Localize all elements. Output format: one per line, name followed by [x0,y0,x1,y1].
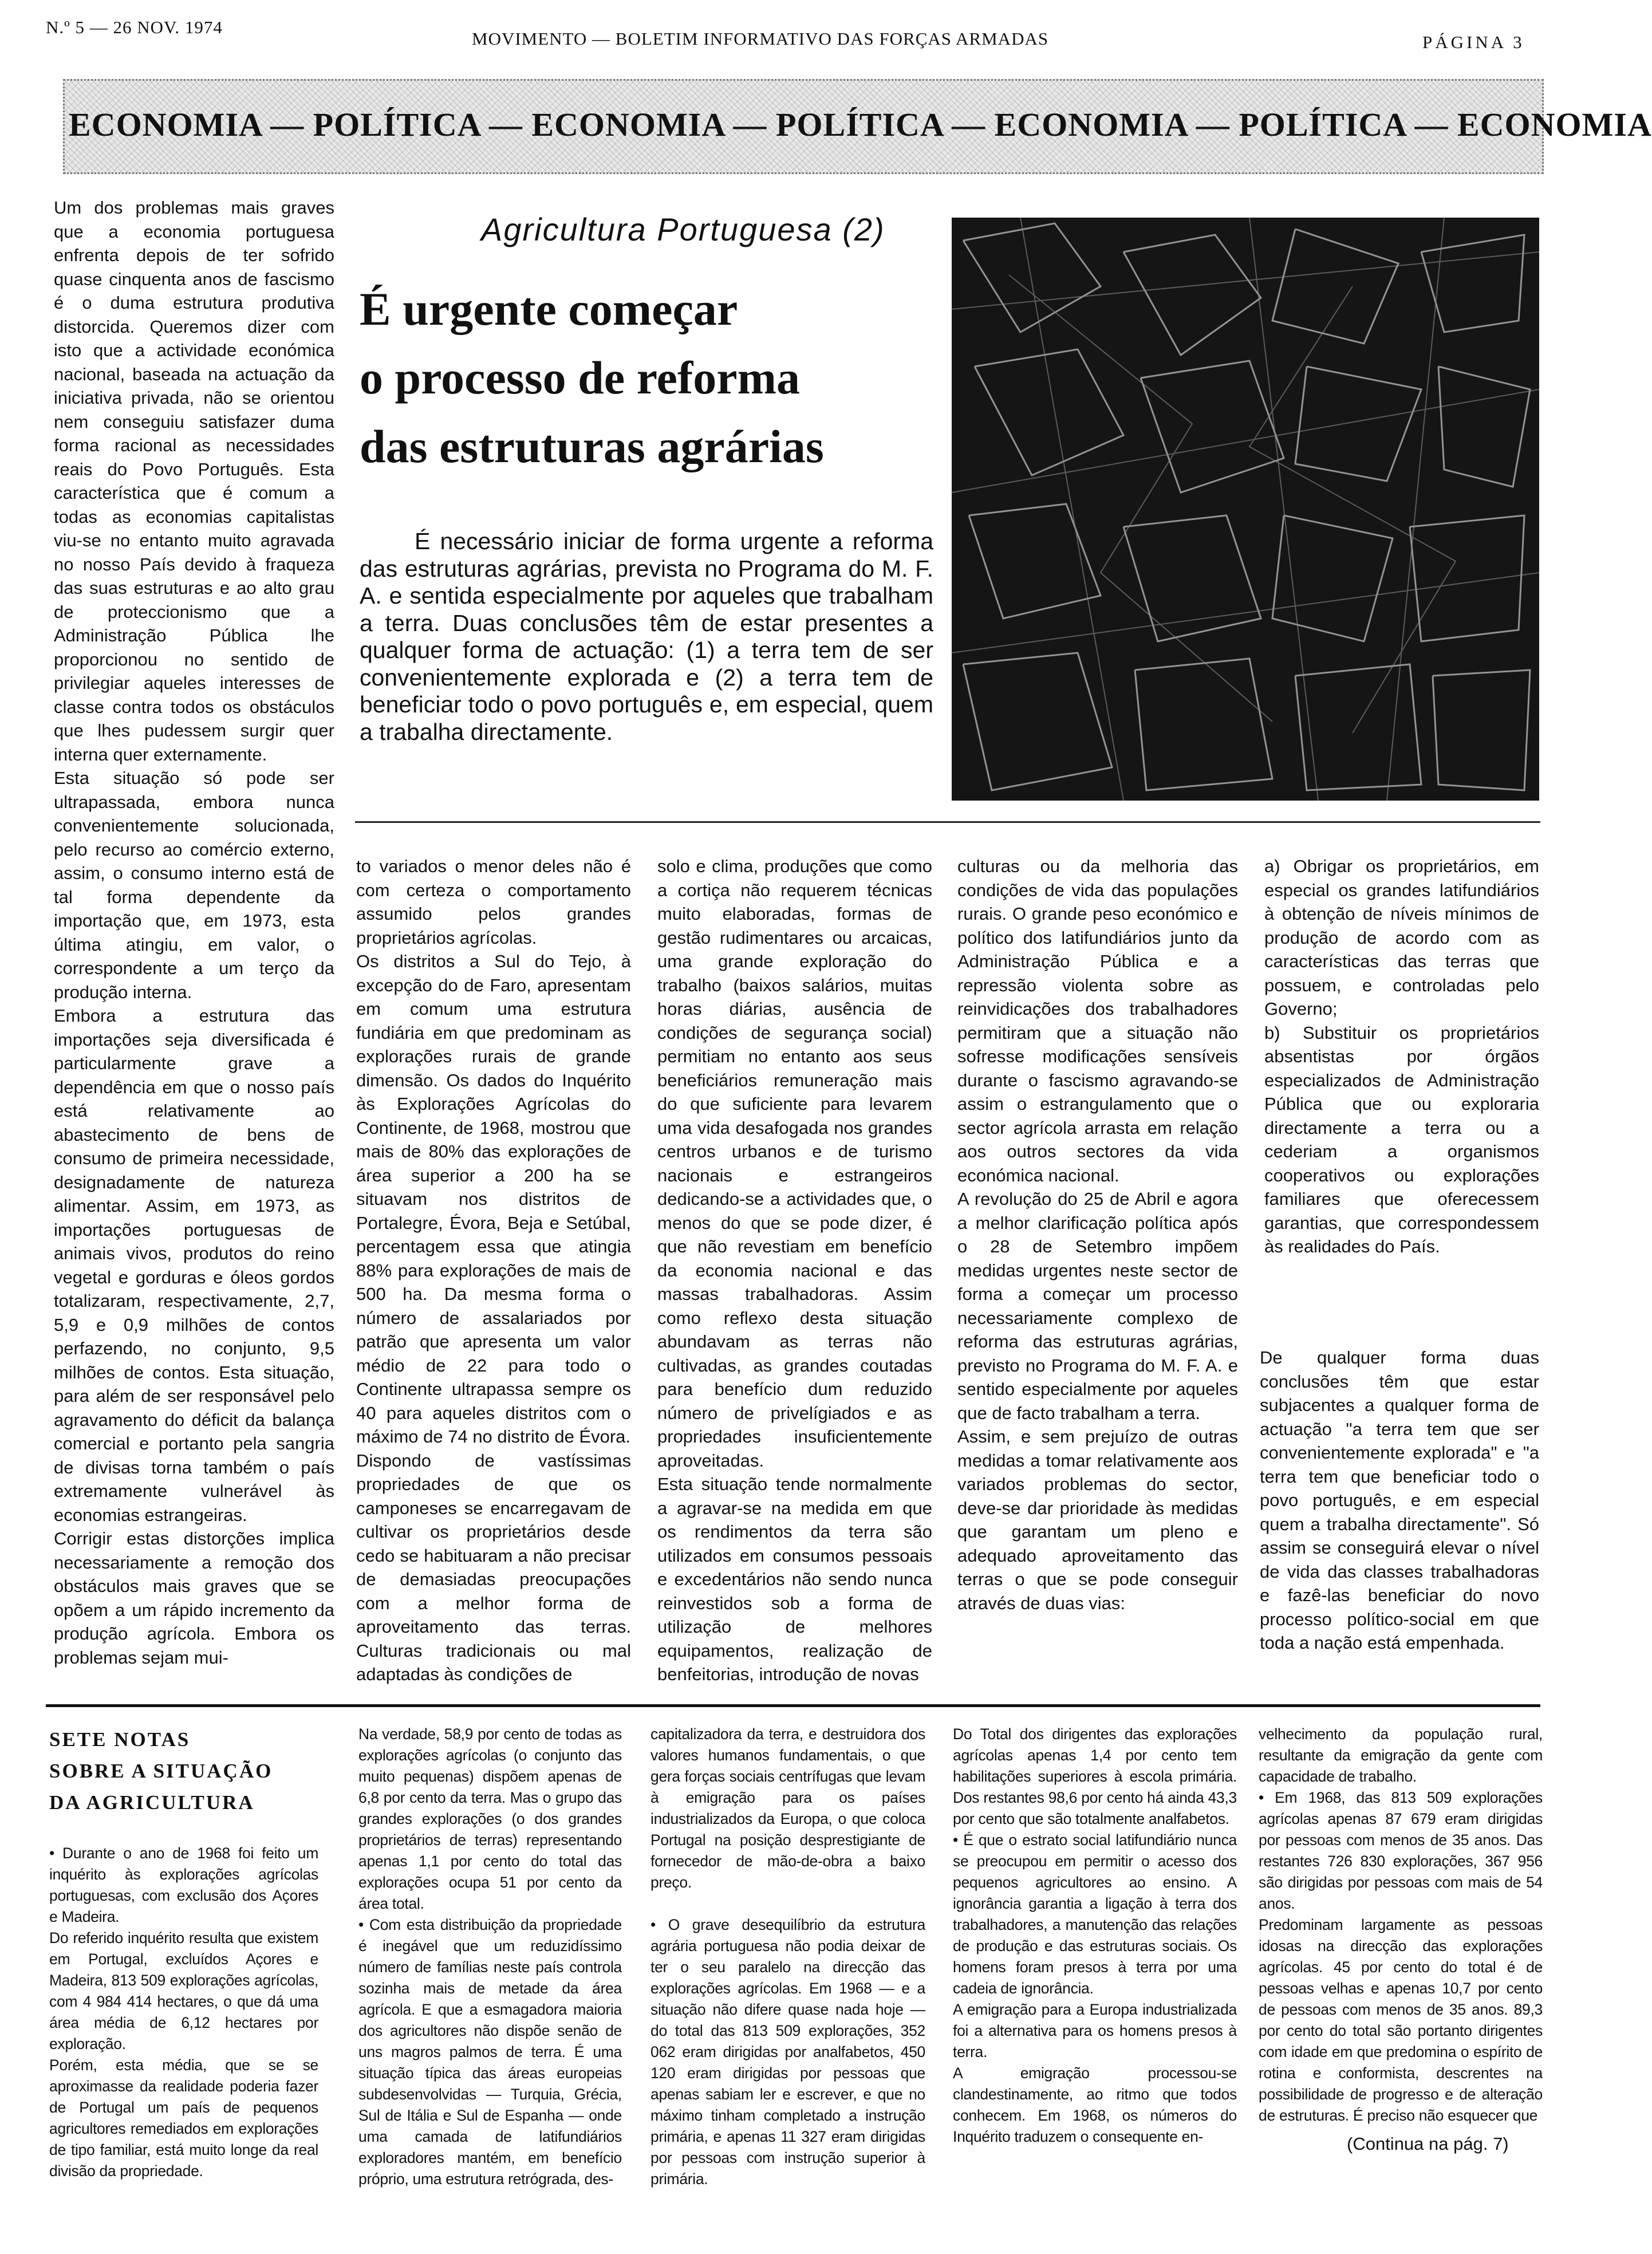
article-kicker: Agricultura Portuguesa (2) [481,211,885,247]
notes-column-4: Do Total dos dirigentes das explorações agrícolas apenas 1,4 por cento tem habilitações superiores à escola primária. Dos restantes 98,6 por cento há ainda 43,3 por cento que são totalmente analfabetos. • É que o estrato social latifundiário nunca se preocupou em permitir o acesso dos pequenos agricultores ao ensino. A ignorância garantia a ligação à terra dos trabalhadores, a manutenção das relações de produção e das estruturas sociais. Os homens foram presos à terra por uma cadeia de ignorância. A emigração para a Europa industrializada foi a alternativa para os homens presos à terra. A emigração processou-se clandestinamente, ao ritmo que todos conhecem. Em 1968, os números do Inquérito traduzem o consequente en- [953,1725,1237,2145]
article-photo [952,218,1539,801]
section-divider [46,1704,1540,1707]
article-column-4: culturas ou da melhoria das condições de vida das populações rurais. O grande peso económico e político dos latifundiários junto da Administração Pública e a repressão violenta sobre as reinvidicações dos trabalhadores permitiram que a situação não sofresse modificações sensíveis durante o fascismo agravando-se assim o estrangulamento que o sector agrícola arrasta em relação aos outros sectores da vida económica nacional. A revolução do 25 de Abril e agora a melhor clarificação política após o 28 de Setembro impõem medidas urgentes neste sector de forma a começar um processo necessariamente complexo de reforma das estruturas agrárias, previsto no Programa do M. F. A. e sentido especialmente por aqueles que de facto trabalham a terra. Assim, e sem prejuízo de outras medidas a tomar relativamente aos variados problemas do sector, deve-se dar prioridade às medidas que garantam um pleno e adequado aproveitamento das terras o que se pode conseguir através de duas vias: [957,856,1238,1613]
article-column-1: Um dos problemas mais graves que a economia portuguesa enfrenta depois de ter sofrido quase cinquenta anos de fascismo é o duma estrutura produtiva distorcida. Queremos dizer com isto que a actividade económica nacional, baseada na actuação da iniciativa privada, não se orientou nem conseguiu satisfazer duma forma racional as necessidades reais do Povo Português. Esta característica que é comum a todas as economias capitalistas viu-se no entanto muito agravada no nosso País devido à fraqueza das suas estruturas e ao alto grau de proteccionismo que a Administração Pública lhe proporcionou no sentido de privilegiar aqueles interesses de classe contra todos os obstáculos que lhes pudessem surgir quer interna quer externamente. Esta situação só pode ser ultrapassada, embora nunca convenientemente solucionada, pelo recurso ao comércio externo, assim, o consumo interno está de tal forma dependente da importação que, em 1973, esta última atingiu, em valor, o correspondente a um terço da produção interna. Embora a estrutura das importações seja diversificada é particularmente grave a dependência em que o nosso país está relativamente ao abastecimento de bens de consumo de primeira necessidade, designadamente de natureza alimentar. Assim, em 1973, as importações portuguesas de animais vivos, produtos do reino vegetal e gorduras e óleos gordos totalizaram, respectivamente, 2,7, 5,9 e 0,9 milhões de contos perfazendo, no conjunto, 9,5 milhões de contos. Esta situação, para além de ser responsável pelo agravamento do déficit da balança comercial e portanto pela sangria de divisas torna também o país extremamente vulnerável às economias estrangeiras. Corrigir estas distorções implica necessariamente a remoção dos obstáculos mais graves que se opõem a um rápido incremento da produção agrícola. Embora os problemas sejam mui- [54,198,334,1668]
article-column-5-measures: a) Obrigar os proprietários, em especial os grandes latifundiários à obtenção de níveis mínimos de produção de acordo com as características das terras que possuem, e controladas pelo Governo; b) Substituir os proprietários absentistas por órgãos especializados de Administração Pública que ou exploraria directamente a terra ou a cederiam a organismos cooperativos ou explorações familiares que oferecessem garantias, que correspondessem às realidades do País. [1264,856,1539,1256]
article-lead: É necessário iniciar de forma urgente a reforma das estruturas agrárias, prevista no Programa do M. F. A. e sentida especialmente por aqueles que trabalham a terra. Duas conclusões têm de estar presentes a qualquer forma de actuação: (1) a terra tem de ser convenientemente explorada e (2) a terra tem de beneficiar todo o povo português e, em especial, quem a trabalha directamente. [360,528,933,745]
publication-title: MOVIMENTO — BOLETIM INFORMATIVO DAS FORÇAS ARMADAS [472,29,1049,49]
notes-column-2: Na verdade, 58,9 por cento de todas as explorações agrícolas (o conjunto das muito pequenas) dispõem apenas de 6,8 por cento da terra. Mas o grupo das grandes explorações (o dos grandes proprietários de terras) representando apenas 1,1 por cento do total das explorações ocupa 51 por cento da área total. • Com esta distribuição da propriedade é inegável que um reduzidíssimo número de famílias neste país controla sozinha mais de metade da área agrícola. E que a esmagadora maioria dos agricultores não dispõe senão de uns magros palmos de terra. É uma situação típica das áreas europeias subdesenvolvidas — Turquia, Grécia, Sul de Itália e Sul de Espanha — onde uma camada de latifundiários exploradores mantém, em benefício próprio, uma estrutura retrógrada, des- [358,1725,622,2188]
notes-column-3: capitalizadora da terra, e destruidora dos valores humanos fundamentais, o que gera forças sociais centrífugas que levam à emigração para os países industrializados da Europa, o que coloca Portugal na posição desprestigiante de fornecedor de mão-de-obra a baixo preço. • O grave desequilíbrio da estrutura agrária portuguesa não podia deixar de ter o seu paralelo na direcção das explorações agrícolas. Em 1968 — e a situação não difere quase nada hoje — do total das 813 509 explorações, 352 062 eram dirigidas por analfabetos, 450 120 eram dirigidas por pessoas que apenas sabiam ler e escrever, e que no máximo tinham completado a instrução primária, e apenas 11 327 eram dirigidas por pessoas com instrução superior à primária. [650,1725,925,2188]
article-column-5-conclusion: De qualquer forma duas conclusões têm que estar subjacentes a qualquer forma de actuação "a terra tem que ser convenientemente explorada" e "a terra tem que beneficiar todo o povo português, e em especial quem a trabalha directamente". Só assim se conseguirá elevar o nível de vida das classes trabalhadoras e fazê-las beneficiar do novo processo político-social em que toda a nação está empenhada. [1260,1347,1539,1653]
abstract-line-artwork [952,218,1539,801]
notes-column-1: • Durante o ano de 1968 foi feito um inquérito às explorações agrícolas portuguesas, com exclusão dos Açores e Madeira. Do referido inquérito resulta que existem em Portugal, excluídos Açores e Madeira, 813 509 explorações agrícolas, com 4 984 414 hectares, o que dá uma área média de 6,12 hectares por exploração. Porém, esta média, que se se aproximasse da realidade poderia fazer de Portugal um país de pequenos agricultores remediados em explorações de tipo familiar, está muito longe da real divisão da propriedade. [49,1845,318,2180]
section-banner: ECONOMIA — POLÍTICA — ECONOMIA — POLÍTICA — ECONOMIA — POLÍTICA — ECONOMIA [69,106,1652,143]
notes-column-5: velhecimento da população rural, resultante da emigração da gente com capacidade de trabalho. • Em 1968, das 813 509 explorações agrícolas apenas 87 679 eram dirigidas por pessoas com menos de 35 anos. Das restantes 726 830 explorações, 367 956 são dirigidas por pessoas com mais de 54 anos. Predominam largamente as pessoas idosas na direcção das explorações agrícolas. 45 por cento do total é de pessoas velhas e apenas 10,7 por cento de pessoas com menos de 35 anos. 89,3 por cento do total são portanto dirigentes com idade em que predomina o espírito de rotina e conformista, descrentes na possibilidade de progresso e de alteração de estruturas. É preciso não esquecer que [1259,1725,1543,2124]
article-column-2: to variados o menor deles não é com certeza o comportamento assumido pelos grandes proprietários agrícolas. Os distritos a Sul do Tejo, à excepção do de Faro, apresentam em comum uma estrutura fundiária em que predominam as explorações rurais de grande dimensão. Os dados do Inquérito às Explorações Agrícolas do Continente, de 1968, mostrou que mais de 80% das explorações de área superior a 200 ha se situavam nos distritos de Portalegre, Évora, Beja e Setúbal, percentagem essa que atingia 88% para explorações de mais de 500 ha. Da mesma forma o número de assalariados por patrão que apresenta um valor médio de 22 para todo o Continente ultrapassa sempre os 40 para aqueles distritos com o máximo de 74 no distrito de Évora. Dispondo de vastíssimas propriedades de que os camponeses se encarregavam de cultivar os proprietários desde cedo se habituaram a não precisar de demasiadas preocupações com a melhor forma de aproveitamento das terras. Culturas tradicionais ou mal adaptadas às condições de [356,856,631,1684]
continued-on-page-link[interactable]: (Continua na pág. 7) [1347,2134,1509,2154]
page-number: PÁGINA 3 [1422,32,1525,52]
article-column-3: solo e clima, produções que como a cortiça não requerem técnicas muito elaboradas, formas de gestão rudimentares ou arcaicas, uma grande exploração do trabalho (baixos salários, muitas horas diárias, ausência de condições de segurança social) permitiam no entanto aos seus beneficiários remuneração mais do que suficiente para levarem uma vida desafogada nos grandes centros urbanos e de turismo nacionais e estrangeiros dedicando-se a actividades que, o menos do que se pode dizer, é que não revestiam em benefício da economia nacional e das massas trabalhadoras. Assim como reflexo desta situação abundavam as terras não cultivadas, as grandes coutadas para benefício dum reduzido número de privelígiados e as propriedades insuficientemente aproveitadas. Esta situação tende normalmente a agravar-se na medida em que os rendimentos da terra são utilizados em consumos pessoais e excedentários não sendo nunca reinvestidos sob a forma de utilização de melhores equipamentos, realização de benfeitorias, introdução de novas [657,856,932,1684]
issue-number: N.º 5 — 26 NOV. 1974 [46,17,223,37]
rule-under-lead [355,821,1540,823]
notes-title: SETE NOTAS SOBRE A SITUAÇÃO DA AGRICULTURA [49,1728,273,1814]
article-headline: É urgente começar o processo de reforma das estruturas agrárias [360,283,824,472]
